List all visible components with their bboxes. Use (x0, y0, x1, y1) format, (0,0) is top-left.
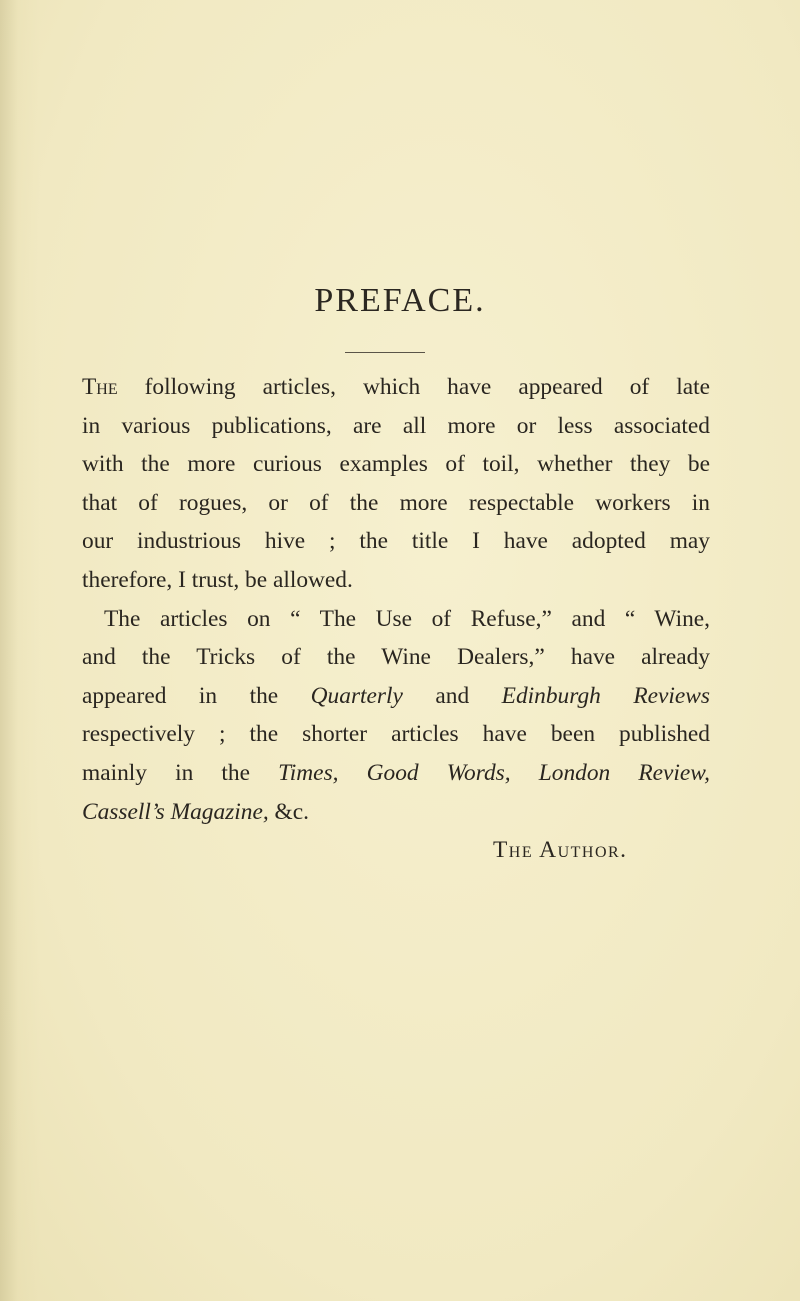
author-signature: The Author. (493, 837, 628, 863)
paragraph1-line5: our industrious hive ; the title I have adopted may (82, 528, 710, 555)
paragraph2-line5 (82, 754, 710, 793)
paragraph1-lead-word: The (82, 374, 118, 400)
paragraph1-line3: with the more curious examples of toil, whether they be (82, 451, 710, 478)
paragraph2-line3 (82, 677, 710, 716)
paragraph1-line2: in various publications, are all more or less associated (82, 412, 710, 439)
paragraph2-line6-rest: &c. (268, 798, 309, 825)
edinburgh-reviews-title: Edinburgh Reviews (501, 682, 710, 709)
page-title: PREFACE. (314, 282, 486, 319)
paragraph2-line1: The articles on “ The Use of Refuse,” and “ Wine, (104, 605, 710, 632)
title-divider (345, 352, 425, 353)
paragraph1-line1 (82, 368, 710, 407)
paragraph2-line4: respectively ; the shorter articles have been published (82, 721, 710, 748)
paragraph2-line3-pre: appeared in the (82, 682, 311, 709)
paragraph1-line6: therefore, I trust, be allowed. (82, 566, 353, 593)
paragraph2-line6 (82, 793, 710, 832)
paragraph2-line3-mid: and (402, 682, 502, 709)
paragraph2-line2: and the Tricks of the Wine Dealers,” have already (82, 644, 710, 671)
paragraph1-line4: that of rogues, or of the more respectable workers in (82, 489, 710, 516)
cassells-magazine-title: Cassell’s Magazine, (82, 798, 269, 825)
preface-body (82, 368, 710, 831)
paragraph1-line1-text: following articles, which have appeared of late (117, 374, 710, 400)
publication-titles: Times, Good Words, London Review, (278, 759, 710, 786)
paragraph2-line5-pre: mainly in the (82, 759, 279, 786)
quarterly-title: Quarterly (310, 682, 403, 709)
